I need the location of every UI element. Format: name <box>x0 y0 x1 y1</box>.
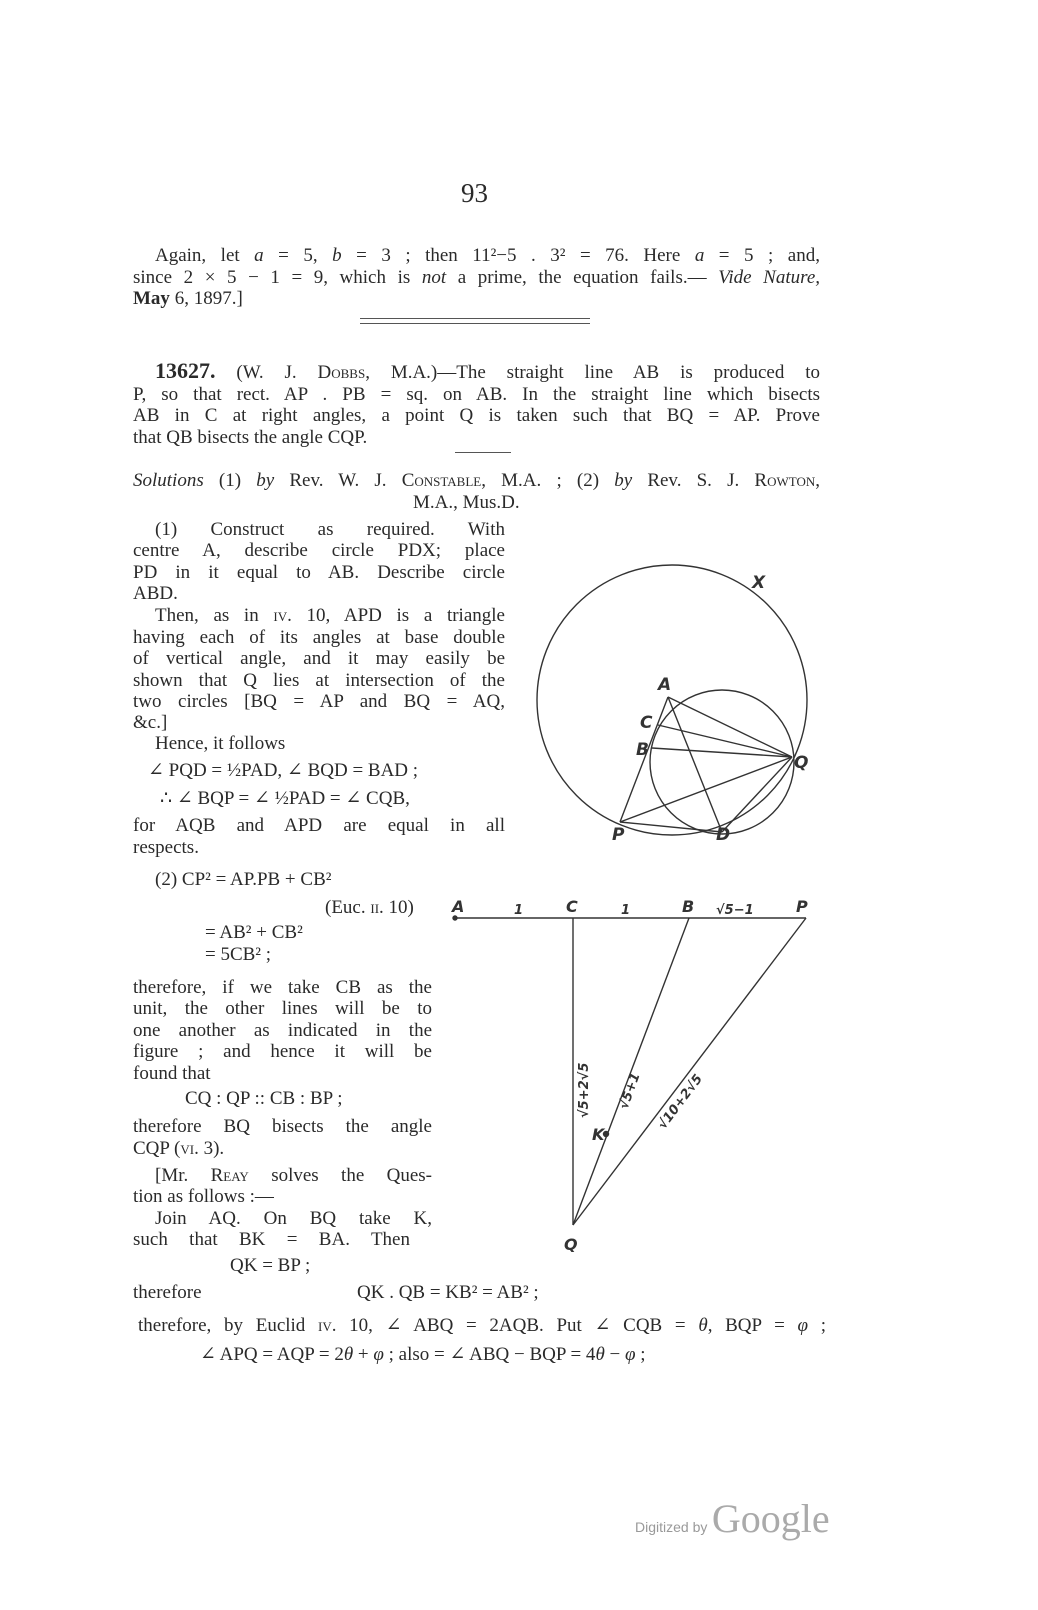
text-segment: , <box>815 470 820 491</box>
text-segment: ABD. <box>133 583 178 604</box>
label-b2: B <box>682 897 695 916</box>
text-segment: , M.A. ; (2) <box>481 470 615 491</box>
text-segment: not <box>421 267 447 288</box>
text-segment: (Euc. <box>325 897 371 918</box>
label-qp-length: √10+2√5 <box>655 1071 706 1133</box>
text-segment: = 5, <box>263 245 333 266</box>
label-q: Q <box>794 753 809 773</box>
line-aq <box>668 697 792 757</box>
text-segment: Rev. W. J. <box>274 470 402 491</box>
text-segment: iv <box>273 605 288 626</box>
text-segment: (1) <box>203 470 257 491</box>
text-segment: P, so that rect. AP . PB = sq. on AB. In the straight line which bisects <box>133 384 820 405</box>
text-segment: &c.] <box>133 712 168 733</box>
text-segment: , M.A.)—The straight line AB is produced to <box>365 362 820 383</box>
label-b: B <box>636 740 649 760</box>
digitized-label: Digitized by <box>635 1519 708 1535</box>
circle-pdx <box>537 565 807 835</box>
page-number: 93 <box>461 178 488 208</box>
text-segment: two circles [BQ = AP and BQ = AQ, <box>133 691 505 712</box>
text-segment: of vertical angle, and it may easily be <box>133 648 505 669</box>
label-cb-length: 1 <box>621 903 631 918</box>
text-segment: tion as follows :— <box>133 1186 274 1207</box>
text-segment: shown that Q lies at intersection of the <box>133 670 505 691</box>
label-c2: C <box>566 897 578 916</box>
label-p2: P <box>796 897 808 916</box>
text-segment: Dobbs <box>317 362 366 383</box>
text-segment: (1) Construct as required. With <box>155 519 505 540</box>
text-segment: θ <box>343 1344 354 1365</box>
text-segment: found that <box>133 1063 211 1084</box>
text-segment: figure ; and hence it will be <box>133 1041 432 1062</box>
text-segment: 6, 1897.] <box>169 288 243 309</box>
text-segment: ii <box>370 897 380 918</box>
label-q2: Q <box>564 1235 578 1254</box>
figure2-labels <box>450 897 808 1254</box>
line-pq <box>620 757 792 822</box>
label-a: A <box>658 675 672 695</box>
text-segment: (2) CP² = AP.PB + CB² <box>155 869 332 890</box>
label-x: X <box>752 573 766 593</box>
text-segment: Again, let <box>155 245 255 266</box>
text-segment: iv <box>318 1315 332 1336</box>
text-segment: therefore, if we take CB as the <box>133 977 432 998</box>
text-segment: . 10, APD is a triangle <box>287 605 505 626</box>
text-segment: = AB² + CB² <box>205 922 303 943</box>
text-segment: = 3 ; then 11²−5 . 3² = 76. Here <box>341 245 695 266</box>
text-segment: Join AQ. On BQ take K, <box>155 1208 432 1229</box>
digitized-by-google-watermark <box>635 1495 830 1542</box>
text-segment: ; also = ∠ ABQ − BQP = 4 <box>383 1344 596 1365</box>
line-ad <box>668 697 722 832</box>
text-segment: Hence, it follows <box>155 733 286 754</box>
text-segment: solves the Ques- <box>248 1165 433 1186</box>
text-segment: having each of its angles at base double <box>133 627 505 648</box>
text-segment: Constable <box>401 470 482 491</box>
text-segment: therefore BQ bisects the angle <box>133 1116 432 1137</box>
text-segment: Then, as in <box>155 605 274 626</box>
label-qc-length: √5+2√5 <box>577 1062 592 1118</box>
text-segment: b <box>332 245 342 266</box>
text-segment: Solutions <box>133 470 204 491</box>
text-segment: PD in it equal to AB. Describe circle <box>133 562 505 583</box>
text-segment: one another as indicated in the <box>133 1020 432 1041</box>
text-segment: θ <box>698 1315 708 1336</box>
text-segment: QK = BP ; <box>230 1255 311 1276</box>
text-segment: = 5 ; and, <box>704 245 820 266</box>
text-segment: respects. <box>133 837 199 858</box>
text-segment: = 5CB² ; <box>205 944 272 965</box>
label-d: D <box>716 825 731 845</box>
text-segment: , BQP = <box>707 1315 798 1336</box>
label-bp-length: √5−1 <box>716 903 754 918</box>
label-ac-length: 1 <box>514 903 524 918</box>
text-segment: vi <box>180 1138 195 1159</box>
text-segment: since 2 × 5 − 1 = 9, which is <box>133 267 422 288</box>
text-segment: by <box>256 470 275 491</box>
text-segment: − <box>604 1344 625 1365</box>
label-c: C <box>640 713 653 733</box>
text-segment: for AQB and APD are equal in all <box>133 815 505 836</box>
figure-circles <box>537 565 807 835</box>
line-dq <box>722 757 792 832</box>
text-segment: CQ : QP :: CB : BP ; <box>185 1088 343 1109</box>
text-segment: a <box>254 245 264 266</box>
text-segment: φ <box>797 1315 809 1336</box>
text-segment: centre A, describe circle PDX; place <box>133 540 505 561</box>
text-segment: Rowton <box>754 470 816 491</box>
label-p: P <box>612 825 625 845</box>
text-segment: . 10) <box>379 897 414 918</box>
text-segment: θ <box>595 1344 605 1365</box>
google-logo: Google <box>711 1496 830 1541</box>
text-segment: CQP ( <box>133 1138 181 1159</box>
text-segment: ∠ APQ = AQP = 2 <box>200 1344 344 1365</box>
text-segment: Reay <box>210 1165 249 1186</box>
text-segment: M.A., Mus.D. <box>413 492 520 513</box>
text-segment: a prime, the equation fails.— <box>446 267 719 288</box>
text-segment: unit, the other lines will be to <box>133 998 432 1019</box>
text-segment: . 3). <box>194 1138 225 1159</box>
text-segment: May <box>133 288 170 309</box>
text-segment: a <box>694 245 705 266</box>
circle-abd <box>650 690 794 834</box>
text-segment: ; <box>635 1344 646 1365</box>
label-k: K <box>592 1125 605 1144</box>
text-segment: Vide Nature, <box>718 267 820 288</box>
text-segment: AB in C at right angles, a point Q is taken such that BQ = AP. Prove <box>133 405 820 426</box>
text-segment: therefore <box>133 1282 202 1303</box>
figure2-lines <box>453 916 806 1225</box>
text-segment: ∠ PQD = ½PAD, ∠ BQD = BAD ; <box>148 760 419 781</box>
text-segment: + <box>353 1344 374 1365</box>
text-segment: 13627. <box>155 358 216 383</box>
text-segment: by <box>614 470 633 491</box>
text-segment: ; <box>808 1315 827 1336</box>
text-segment: ∴ ∠ BQP = ∠ ½PAD = ∠ CQB, <box>160 788 410 809</box>
text-segment: [Mr. <box>155 1165 211 1186</box>
text-segment: such that BK = BA. Then <box>133 1229 410 1250</box>
text-segment: that QB bisects the angle CQP. <box>133 427 368 448</box>
text-segment: φ <box>625 1344 636 1365</box>
text-segment: therefore, by Euclid <box>138 1315 319 1336</box>
line-qp <box>573 918 806 1225</box>
text-segment: Rev. S. J. <box>632 470 755 491</box>
text-segment: . 10, ∠ ABQ = 2AQB. Put ∠ CQB = <box>331 1315 699 1336</box>
text-segment: φ <box>373 1344 384 1365</box>
label-a2: A <box>452 897 465 916</box>
text-segment: QK . QB = KB² = AB² ; <box>357 1282 539 1303</box>
label-qb-length: √5+1 <box>616 1070 644 1112</box>
text-segment: (W. J. <box>215 362 318 383</box>
